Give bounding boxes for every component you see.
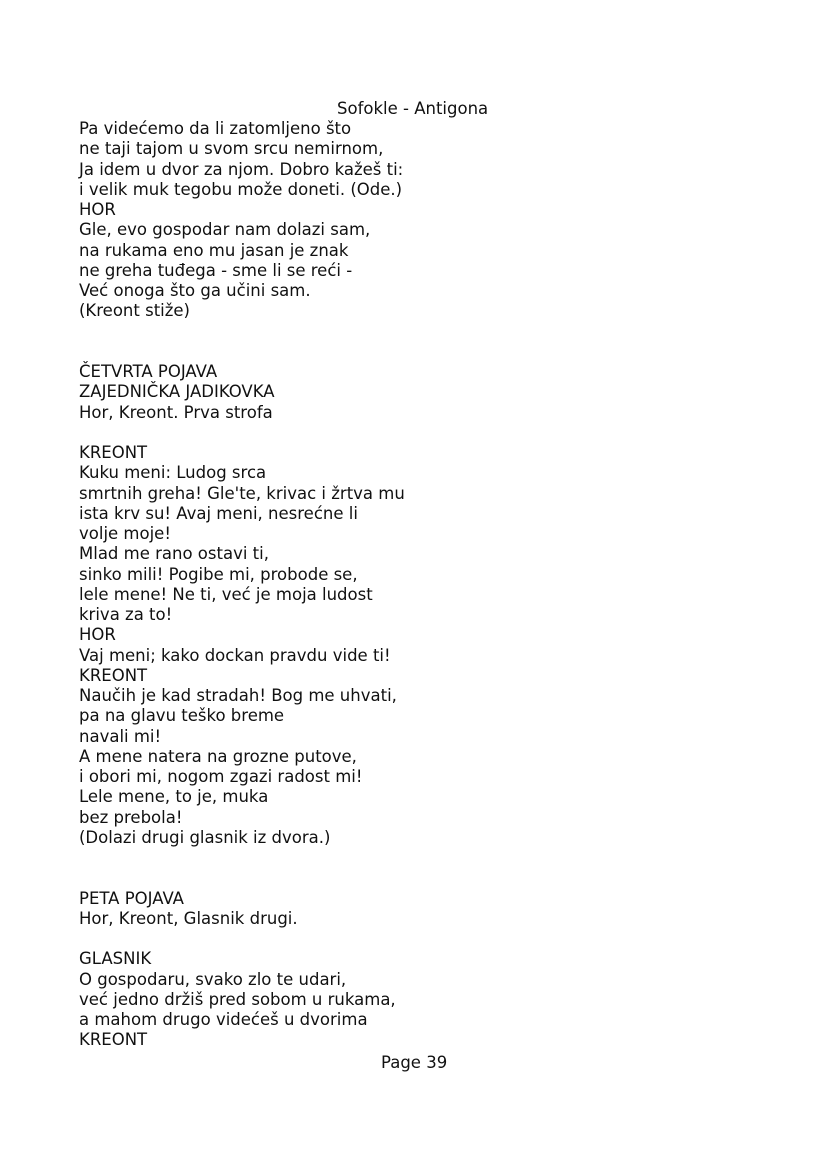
page-number: Page 39 <box>381 1053 448 1072</box>
text-line: HOR <box>79 200 116 219</box>
text-line: ne taji tajom u svom srcu nemirnom, <box>79 139 384 159</box>
blank-line <box>79 423 405 443</box>
text-line: smrtnih greha! Gle'te, krivac i žrtva mu <box>79 483 405 503</box>
text-line: KREONT <box>79 665 148 685</box>
text-line: Već onoga što ga učini sam. <box>79 281 311 300</box>
text-line: Hor, Kreont, Glasnik drugi. <box>79 908 298 928</box>
text-line: Mlad me rano ostavi ti, <box>79 544 269 564</box>
text-line: Vaj meni; kako dockan pravdu vide ti! <box>79 645 391 665</box>
text-line: Gle, evo gospodar nam dolazi sam, <box>79 220 371 240</box>
text-line: KREONT <box>79 1030 148 1050</box>
document-body <box>79 119 405 1051</box>
text-line: Pa videćemo da li zatomljeno što <box>79 119 352 138</box>
text-line: Ja idem u dvor za njom. Dobro kažeš ti: <box>79 159 404 179</box>
text-line: kriva za to! <box>79 605 173 624</box>
header-title: Sofokle - Antigona <box>337 99 489 118</box>
blank-line <box>79 322 405 342</box>
text-line: sinko mili! Pogibe mi, probode se, <box>79 564 358 584</box>
page-header <box>337 99 488 119</box>
text-line: HOR <box>79 625 116 645</box>
text-line: volje moje! <box>79 524 171 543</box>
text-line: KREONT <box>79 443 148 462</box>
text-line: Kuku meni: Ludog srca <box>79 463 267 483</box>
text-line: i obori mi, nogom zgazi radost mi! <box>79 767 363 786</box>
text-line: već jedno držiš pred sobom u rukama, <box>79 989 396 1009</box>
text-line: A mene natera na grozne putove, <box>79 746 357 766</box>
text-line: Naučih je kad stradah! Bog me uhvati, <box>79 686 397 705</box>
text-line: ČETVRTA POJAVA <box>79 362 218 381</box>
text-line: na rukama eno mu jasan je znak <box>79 240 349 260</box>
text-line: Hor, Kreont. Prva strofa <box>79 402 273 422</box>
text-line: PETA POJAVA <box>79 888 184 908</box>
blank-line <box>79 868 405 888</box>
text-line: (Kreont stiže) <box>79 301 190 321</box>
text-line: GLASNIK <box>79 949 152 969</box>
text-line: (Dolazi drugi glasnik iz dvora.) <box>79 827 331 847</box>
text-line: pa na glavu teško breme <box>79 706 285 726</box>
text-line: ista krv su! Avaj meni, nesrećne li <box>79 503 358 523</box>
page-footer <box>381 1053 447 1073</box>
text-line: ne greha tuđega - sme li se reći - <box>79 260 353 280</box>
text-line: lele mene! Ne ti, već je moja ludost <box>79 584 373 604</box>
blank-line <box>79 342 405 362</box>
text-line: ZAJEDNIČKA JADIKOVKA <box>79 382 275 402</box>
blank-line <box>79 848 405 868</box>
text-line: Lele mene, to je, muka <box>79 787 269 807</box>
text-line: O gospodaru, svako zlo te udari, <box>79 969 347 989</box>
text-line: bez prebola! <box>79 807 183 827</box>
text-line: a mahom drugo videćeš u dvorima <box>79 1010 368 1029</box>
text-line: i velik muk tegobu može doneti. (Ode.) <box>79 179 403 199</box>
text-line: navali mi! <box>79 726 162 746</box>
blank-line <box>79 929 405 949</box>
